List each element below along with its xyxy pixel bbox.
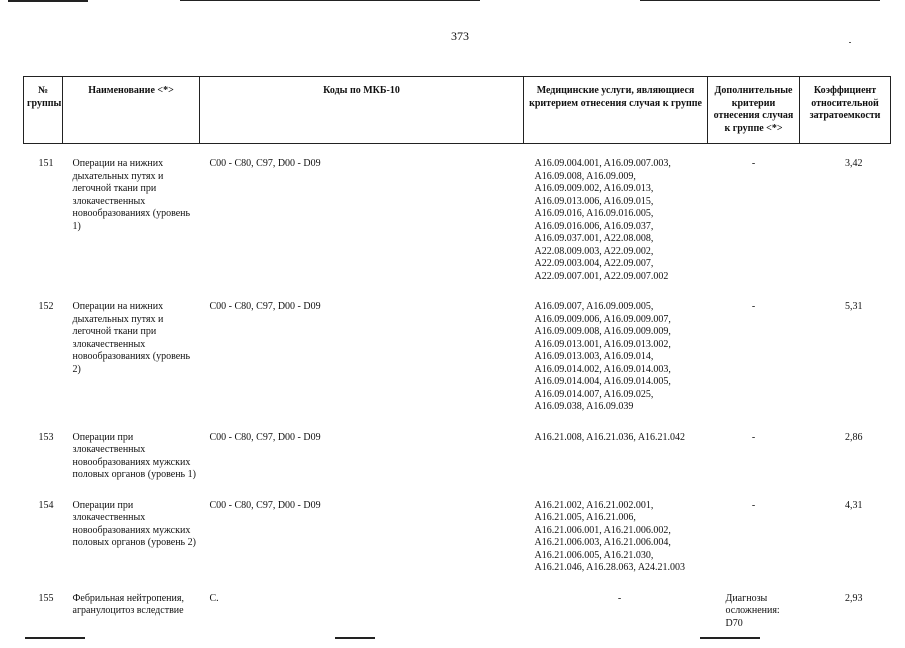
row-number: 152 — [24, 301, 63, 432]
header-additional-criteria: Дополнительные критерии отнесения случая к группе <*> — [708, 77, 800, 144]
row-name: Операции на нижних дыхательных путях и легочной ткани при злокачественных новообразованиях (уровень 2) — [63, 301, 200, 432]
row-extra-criteria: - — [708, 500, 800, 593]
table-row — [24, 144, 891, 302]
row-number: 151 — [24, 144, 63, 302]
scan-edge-top-left — [8, 0, 88, 2]
row-extra-criteria: Диагнозы осложнения: D70 — [708, 593, 800, 648]
header-group-number: № группы — [24, 77, 63, 144]
scan-speck — [849, 42, 851, 43]
header-name: Наименование <*> — [63, 77, 200, 144]
row-extra-criteria: - — [708, 301, 800, 432]
row-icd-codes: C00 - C80, C97, D00 - D09 — [200, 432, 524, 500]
scan-edge-top-mid — [180, 0, 480, 1]
row-extra-criteria: - — [708, 144, 800, 302]
row-icd-codes: C00 - C80, C97, D00 - D09 — [200, 301, 524, 432]
row-services: - — [524, 593, 708, 648]
row-extra-criteria: - — [708, 432, 800, 500]
row-coefficient: 3,42 — [800, 144, 891, 302]
header-medical-services: Медицинские услуги, являющиеся критерием отнесения случая к группе — [524, 77, 708, 144]
row-name: Операции при злокачественных новообразованиях мужских половых органов (уровень 2) — [63, 500, 200, 593]
row-services: A16.21.002, A16.21.002.001, A16.21.005, A16.21.006, A16.21.006.001, A16.21.006.002, A16.21.006.003, A16.21.006.004, A16.21.006.005, A16.21.030, A16.21.046, A16.28.063, A24.21.003 — [524, 500, 708, 593]
row-number: 153 — [24, 432, 63, 500]
header-icd-codes: Коды по МКБ-10 — [200, 77, 524, 144]
table-row — [24, 432, 891, 500]
row-number: 154 — [24, 500, 63, 593]
row-icd-codes: C00 - C80, C97, D00 - D09 — [200, 144, 524, 302]
row-coefficient: 4,31 — [800, 500, 891, 593]
row-services: A16.21.008, A16.21.036, A16.21.042 — [524, 432, 708, 500]
ksg-table — [23, 76, 891, 648]
row-name: Операции на нижних дыхательных путях и легочной ткани при злокачественных новообразованиях (уровень 1) — [63, 144, 200, 302]
row-coefficient: 2,93 — [800, 593, 891, 648]
row-coefficient: 2,86 — [800, 432, 891, 500]
row-icd-codes: C. — [200, 593, 524, 648]
header-coefficient: Коэффициент относительной затратоемкости — [800, 77, 891, 144]
scan-edge-top-right — [640, 0, 880, 1]
row-coefficient: 5,31 — [800, 301, 891, 432]
row-services: A16.09.004.001, A16.09.007.003, A16.09.008, A16.09.009, A16.09.009.002, A16.09.013, A16.09.013.006, A16.09.015, A16.09.016, A16.09.016.005, A16.09.016.006, A16.09.037, A16.09.037.001, A22.08.008, A22.08.009.003, A22.09.002, A22.09.003.004, A22.09.007, A22.09.007.001, A22.09.007.002 — [524, 144, 708, 302]
table-header-row — [24, 77, 891, 144]
table-row — [24, 500, 891, 593]
page-number: 373 — [440, 29, 480, 44]
row-number: 155 — [24, 593, 63, 648]
row-name: Фебрильная нейтропения, агранулоцитоз вследствие — [63, 593, 200, 648]
table-row — [24, 301, 891, 432]
row-icd-codes: C00 - C80, C97, D00 - D09 — [200, 500, 524, 593]
row-name: Операции при злокачественных новообразованиях мужских половых органов (уровень 1) — [63, 432, 200, 500]
row-services: A16.09.007, A16.09.009.005, A16.09.009.006, A16.09.009.007, A16.09.009.008, A16.09.009.009, A16.09.013.001, A16.09.013.002, A16.09.013.003, A16.09.014, A16.09.014.002, A16.09.014.003, A16.09.014.004, A16.09.014.005, A16.09.014.007, A16.09.025, A16.09.038, A16.09.039 — [524, 301, 708, 432]
